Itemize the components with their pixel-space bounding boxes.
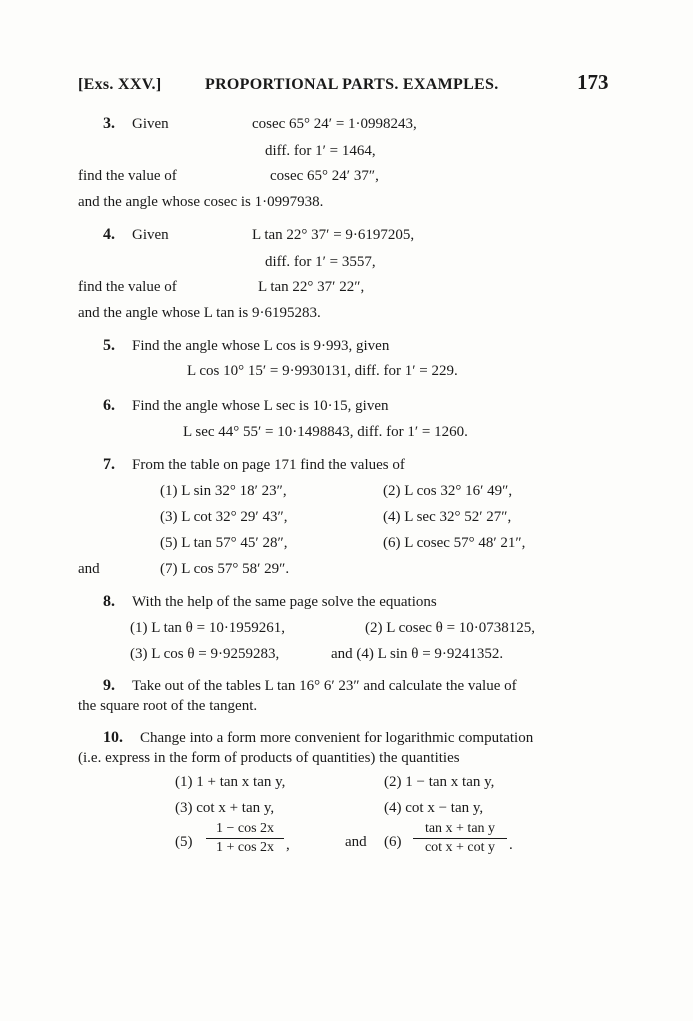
punctuation: . <box>509 837 513 853</box>
fraction <box>206 821 284 856</box>
exercise-number: 9. <box>103 677 115 694</box>
fraction-denominator: 1 + cos 2x <box>215 840 275 855</box>
list-item-label: (6) <box>384 834 402 850</box>
equation: (3) L cos θ = 9·9259283, <box>130 646 280 662</box>
exercise-number: 4. <box>103 226 115 243</box>
exercise-text: Change into a form more convenient for logarithmic computation <box>140 730 534 746</box>
exercise-number: 3. <box>103 115 115 132</box>
list-item: (5) L tan 57° 45′ 28″, <box>160 535 288 551</box>
exercise-text: and the angle whose L tan is 9·6195283. <box>78 305 321 321</box>
exercise-number: 5. <box>103 337 115 354</box>
exercise-text: Take out of the tables L tan 16° 6′ 23″ and calculate the value of <box>132 678 517 694</box>
exercise-number: 8. <box>103 593 115 610</box>
list-item: (7) L cos 57° 58′ 29″. <box>160 561 290 577</box>
exercise-text: (i.e. express in the form of products of quantities) the quantities <box>78 750 460 766</box>
running-title: PROPORTIONAL PARTS. EXAMPLES. <box>205 76 499 93</box>
equation: L tan 22° 37′ 22″, <box>258 279 365 295</box>
equation: diff. for 1′ = 3557, <box>265 254 376 270</box>
exercise-number: 6. <box>103 397 115 414</box>
equation: L cos 10° 15′ = 9·9930131, diff. for 1′ = 229. <box>187 363 458 379</box>
exercise-text: find the value of <box>78 279 177 295</box>
punctuation: , <box>286 837 290 853</box>
fraction-numerator: 1 − cos 2x <box>215 821 275 836</box>
equation: (2) L cosec θ = 10·0738125, <box>365 620 536 636</box>
fraction-denominator: cot x + cot y <box>424 840 496 855</box>
equation: and (4) L sin θ = 9·9241352. <box>331 646 504 662</box>
exercise-number: 10. <box>103 729 123 746</box>
exercise-text: Find the angle whose L cos is 9·993, given <box>132 338 390 354</box>
exercise-text: find the value of <box>78 168 177 184</box>
exercise-text: and the angle whose cosec is 1·0997938. <box>78 194 324 210</box>
exercise-number: 7. <box>103 456 115 473</box>
exercise-text: From the table on page 171 find the values of <box>132 457 405 473</box>
exercise-text: and <box>345 834 367 850</box>
fraction-numerator: tan x + tan y <box>424 821 496 836</box>
list-item: (4) L sec 32° 52′ 27″, <box>383 509 512 525</box>
exercise-text: Given <box>132 227 169 243</box>
exercise-text: the square root of the tangent. <box>78 698 258 714</box>
exercise-section-label: [Exs. XXV.] <box>78 76 162 93</box>
list-item: (1) 1 + tan x tan y, <box>175 774 286 790</box>
fraction-bar <box>206 838 284 839</box>
list-item: (6) L cosec 57° 48′ 21″, <box>383 535 526 551</box>
exercise-text: With the help of the same page solve the equations <box>132 594 437 610</box>
equation: L tan 22° 37′ = 9·6197205, <box>252 227 415 243</box>
list-item: (3) L cot 32° 29′ 43″, <box>160 509 288 525</box>
list-item-label: (5) <box>175 834 193 850</box>
fraction-bar <box>413 838 507 839</box>
equation: L sec 44° 55′ = 10·1498843, diff. for 1′ = 1260. <box>183 424 468 440</box>
equation: diff. for 1′ = 1464, <box>265 143 376 159</box>
list-item: (3) cot x + tan y, <box>175 800 275 816</box>
list-item: (1) L sin 32° 18′ 23″, <box>160 483 287 499</box>
exercise-text: and <box>78 561 100 577</box>
equation: cosec 65° 24′ = 1·0998243, <box>252 116 417 132</box>
exercise-text: Find the angle whose L sec is 10·15, given <box>132 398 389 414</box>
list-item: (4) cot x − tan y, <box>384 800 484 816</box>
list-item: (2) 1 − tan x tan y, <box>384 774 495 790</box>
equation: cosec 65° 24′ 37″, <box>270 168 379 184</box>
page-number: 173 <box>577 70 609 94</box>
equation: (1) L tan θ = 10·1959261, <box>130 620 286 636</box>
list-item: (2) L cos 32° 16′ 49″, <box>383 483 513 499</box>
exercise-text: Given <box>132 116 169 132</box>
fraction <box>413 821 507 856</box>
